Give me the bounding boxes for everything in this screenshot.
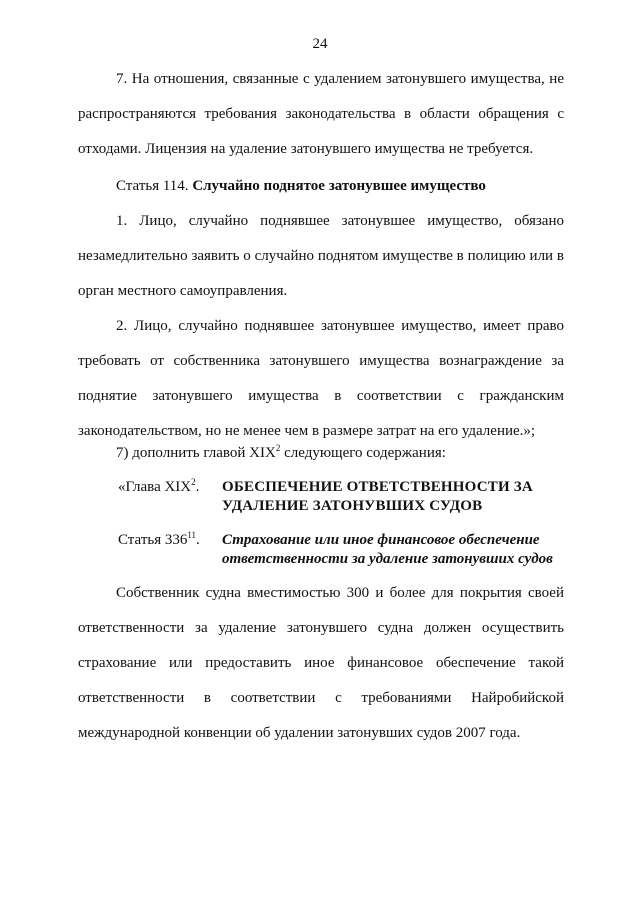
chapter-heading xyxy=(118,478,568,516)
chapter-label xyxy=(118,478,222,516)
article-336-paragraph-1: Собственник судна вместимостью 300 и более для покрытия своей ответственности за удаление затонувшего судна должен осуществить страхование или предоставить иное финансовое обеспечение такой ответственности в соответствии с требованиями Найробийской международной конвенции об удалении затонувших судов 2007 года. xyxy=(78,585,564,741)
item-7-superscript: 2 xyxy=(275,443,281,453)
chapter-title-line-2: УДАЛЕНИЕ ЗАТОНУВШИХ СУДОВ xyxy=(222,498,483,514)
item-7-text-end: следующего содержания: xyxy=(280,445,446,461)
chapter-title-line-1: ОБЕСПЕЧЕНИЕ ОТВЕТСТВЕННОСТИ ЗА xyxy=(222,479,533,495)
chapter-label-text: «Глава XIX xyxy=(118,479,192,495)
article-336-label-text: Статья 336 xyxy=(118,532,188,548)
article-336-label-superscript: 11 xyxy=(187,530,197,540)
article-114-label: Статья 114. xyxy=(116,178,189,194)
article-114-paragraph-1: 1. Лицо, случайно поднявшее затонувшее имущество, обязано незамедлительно заявить о случайно поднятом имуществе в полицию или в орган местного самоуправления. xyxy=(78,213,564,299)
article-114-title: Случайно поднятое затонувшее имущество xyxy=(192,178,486,194)
article-336-heading xyxy=(118,531,568,569)
item-7-line xyxy=(78,440,564,466)
article-336-title-line-2: ответственности за удаление затонувших судов xyxy=(222,551,553,567)
article-114-body xyxy=(78,204,564,449)
article-336-body xyxy=(78,576,564,751)
chapter-title xyxy=(222,478,533,516)
article-336-label-end: . xyxy=(196,532,200,548)
article-336-title-line-1: Страхование или иное финансовое обеспечение xyxy=(222,532,540,548)
page-number: 24 xyxy=(312,36,328,52)
chapter-label-end: . xyxy=(195,479,200,495)
article-336-title xyxy=(222,531,553,569)
chapter-label-superscript: 2 xyxy=(191,477,196,487)
article-114-paragraph-2: 2. Лицо, случайно поднявшее затонувшее имущество, имеет право требовать от собственника затонувшего имущества вознаграждение за поднятие затонувшего имущества в соответствии с гражданским законодательством, но не менее чем в размере затрат на его удаление.»; xyxy=(78,318,564,439)
article-336-label xyxy=(118,531,222,569)
item-7-text: 7) дополнить главой XIX xyxy=(116,445,276,461)
paragraph-7: 7. На отношения, связанные с удалением затонувшего имущества, не распространяются требования законодательства в области обращения с отходами. Лицензия на удаление затонувшего имущества не требуется. xyxy=(78,71,564,157)
article-114-heading xyxy=(78,176,564,196)
